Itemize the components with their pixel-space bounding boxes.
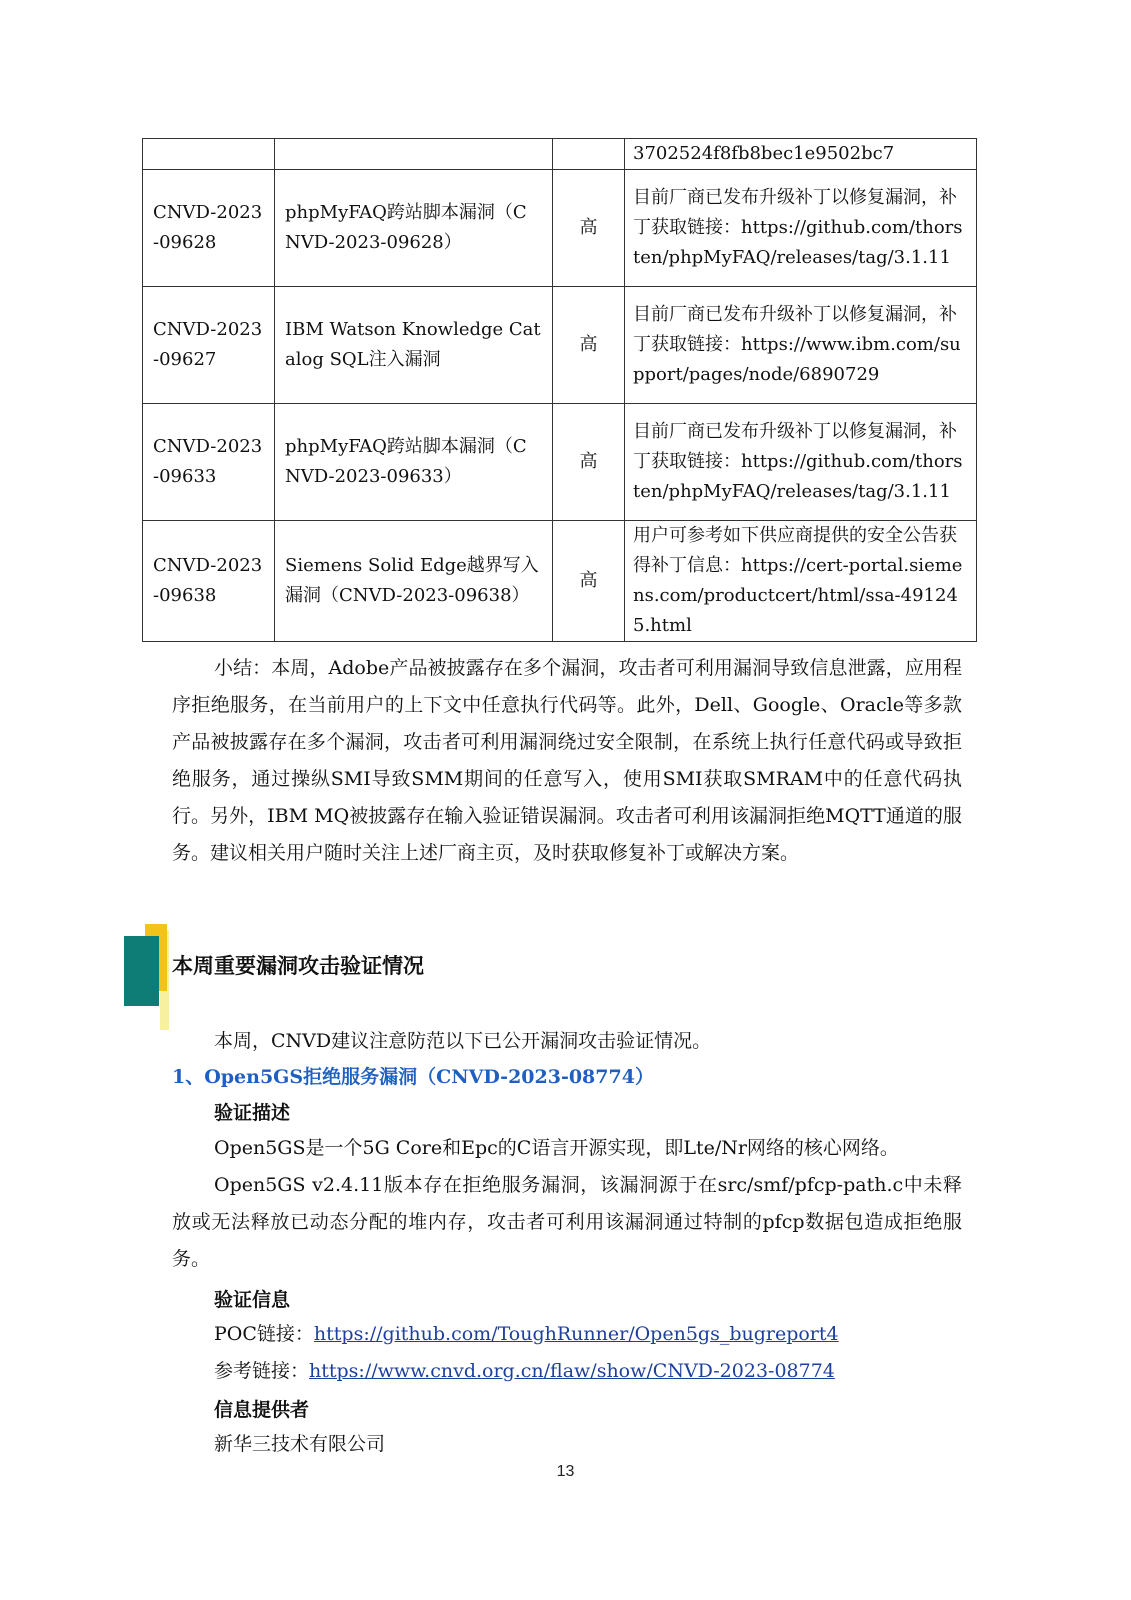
poc-label: POC链接： <box>214 1323 314 1345</box>
severity-cell: 高 <box>553 170 625 287</box>
fix-cell: 目前厂商已发布升级补丁以修复漏洞，补丁获取链接：https://github.com/thorsten/phpMyFAQ/releases/tag/3.1.11 <box>625 404 977 521</box>
vuln-id-cell: CNVD-2023-09627 <box>143 287 275 404</box>
fix-cell: 3702524f8fb8bec1e9502bc7 <box>625 139 977 170</box>
vuln-title: 1、Open5GS拒绝服务漏洞（CNVD-2023-08774） <box>172 1066 654 1088</box>
vuln-name-cell: phpMyFAQ跨站脚本漏洞（CNVD-2023-09628） <box>275 170 553 287</box>
verify-description-heading: 验证描述 <box>214 1102 291 1124</box>
vuln-id-cell: CNVD-2023-09628 <box>143 170 275 287</box>
table-row <box>143 287 977 404</box>
poc-link[interactable]: https://github.com/ToughRunner/Open5gs_bugreport4 <box>313 1323 839 1345</box>
fix-cell: 用户可参考如下供应商提供的安全公告获得补丁信息：https://cert-portal.siemens.com/productcert/html/ssa-491245.html <box>625 521 977 642</box>
vuln-name-cell: phpMyFAQ跨站脚本漏洞（CNVD-2023-09633） <box>275 404 553 521</box>
vuln-name-cell: IBM Watson Knowledge Catalog SQL注入漏洞 <box>275 287 553 404</box>
deco-teal-bar <box>124 936 159 1006</box>
provider-name: 新华三技术有限公司 <box>214 1433 386 1455</box>
severity-cell: 高 <box>553 404 625 521</box>
reference-label: 参考链接： <box>214 1360 310 1382</box>
fix-cell: 目前厂商已发布升级补丁以修复漏洞，补丁获取链接：https://github.com/thorsten/phpMyFAQ/releases/tag/3.1.11 <box>625 170 977 287</box>
table-cell-empty <box>275 139 553 170</box>
table-row <box>143 521 977 642</box>
vuln-id-cell: CNVD-2023-09633 <box>143 404 275 521</box>
table-row <box>143 170 977 287</box>
poc-line <box>214 1316 974 1353</box>
vuln-name-cell: Siemens Solid Edge越界写入漏洞（CNVD-2023-09638） <box>275 521 553 642</box>
verify-description-p2: Open5GS v2.4.11版本存在拒绝服务漏洞，该漏洞源于在src/smf/pfcp-path.c中未释放或无法释放已动态分配的堆内存，攻击者可利用该漏洞通过特制的pfcp数据包造成拒绝服务。 <box>172 1174 962 1270</box>
severity-cell: 高 <box>553 287 625 404</box>
table-cell-empty <box>143 139 275 170</box>
table-row <box>143 139 977 170</box>
table-row <box>143 404 977 521</box>
fix-cell: 目前厂商已发布升级补丁以修复漏洞，补丁获取链接：https://www.ibm.com/support/pages/node/6890729 <box>625 287 977 404</box>
page-number: 13 <box>556 1463 575 1480</box>
vuln-id-cell: CNVD-2023-09638 <box>143 521 275 642</box>
verify-description-p1: Open5GS是一个5G Core和Epc的C语言开源实现，即Lte/Nr网络的核心网络。 <box>214 1137 899 1159</box>
severity-cell: 高 <box>553 521 625 642</box>
section-heading: 本周重要漏洞攻击验证情况 <box>172 953 424 978</box>
reference-line <box>214 1353 974 1390</box>
verify-info-heading: 验证信息 <box>214 1289 291 1311</box>
summary-paragraph: 小结：本周，Adobe产品被披露存在多个漏洞，攻击者可利用漏洞导致信息泄露，应用程序拒绝服务，在当前用户的上下文中任意执行代码等。此外，Dell、Google、Oracle等多款产品被披露存在多个漏洞，攻击者可利用漏洞绕过安全限制，在系统上执行任意代码或导致拒绝服务，通过操纵SMI导致SMM期间的任意写入，使用SMI获取SMRAM中的任意代码执行。另外，IBM MQ被披露存在输入验证错误漏洞。攻击者可利用该漏洞拒绝MQTT通道的服务。建议相关用户随时关注上述厂商主页，及时获取修复补丁或解决方案。 <box>172 657 962 864</box>
provider-heading: 信息提供者 <box>214 1399 310 1421</box>
vulnerability-table <box>142 138 977 642</box>
table-cell-empty <box>553 139 625 170</box>
reference-link[interactable]: https://www.cnvd.org.cn/flaw/show/CNVD-2023-08774 <box>309 1360 835 1382</box>
section-intro: 本周，CNVD建议注意防范以下已公开漏洞攻击验证情况。 <box>214 1030 712 1052</box>
